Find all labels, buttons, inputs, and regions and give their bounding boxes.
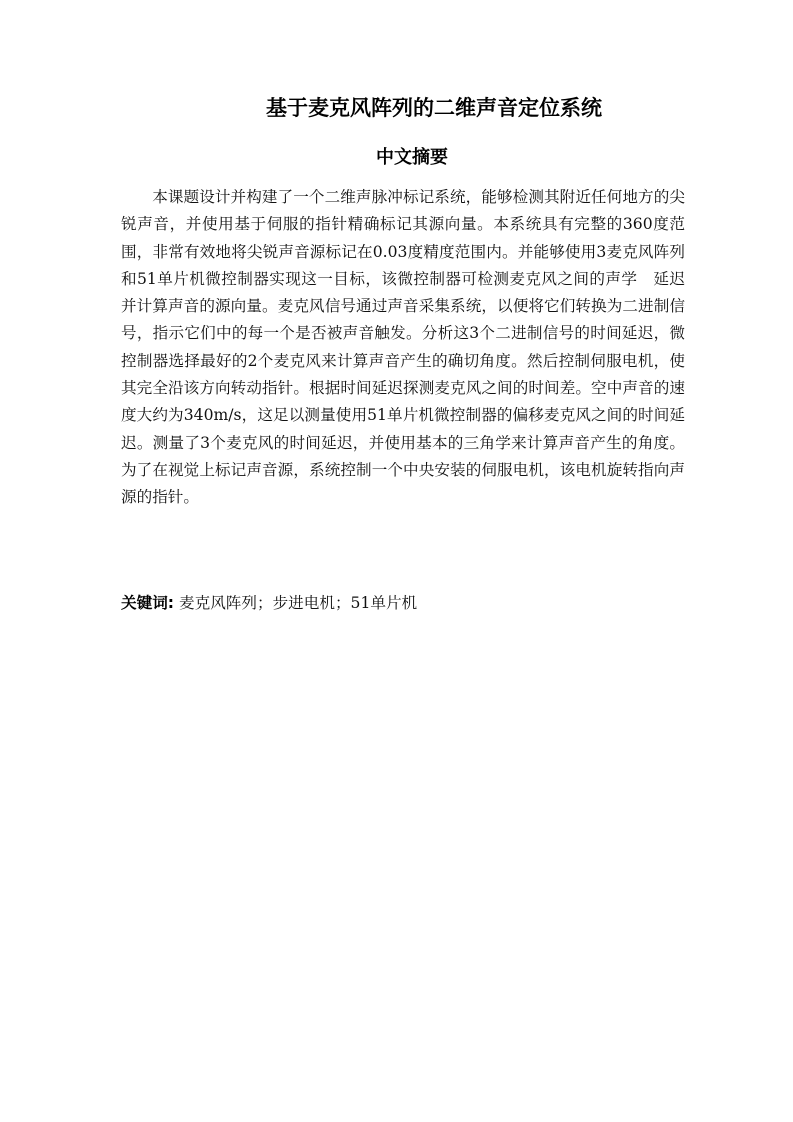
keywords-text: 麦克风阵列；步进电机；51单片机 [179, 594, 418, 612]
abstract-heading: 中文摘要 [376, 147, 448, 168]
abstract-paragraph: 本课题设计并构建了一个二维声脉冲标记系统，能够检测其附近任何地方的尖锐声音，并使用基于伺服的指针精确标记其源向量。本系统具有完整的360度范围，非常有效地将尖锐声音源标记在0.03度精度范围内。并能够使用3麦克风阵列和51单片机微控制器实现这一目标，该微控制器可检测麦克风之间的声学 延迟并计算声音的源向量。麦克风信号通过声音采集系统，以便将它们转换为二进制信号，指示它们中的每一个是否被声音触发。分析这3个二进制信号的时间延迟，微控制器选择最好的2个麦克风来计算声音产生的确切角度。然后控制伺服电机，使其完全沿该方向转动指针。根据时间延迟探测麦克风之间的时间差。空中声音的速度大约为340m/s，这足以测量使用51单片机微控制器的偏移麦克风之间的时间延迟。测量了3个麦克风的时间延迟，并使用基本的三角学来计算声音产生的角度。为了在视觉上标记声音源，系统控制一个中央安装的伺服电机，该电机旋转指向声源的指针。 [121, 188, 685, 507]
document-title: 基于麦克风阵列的二维声音定位系统 [266, 96, 602, 120]
keywords-line [121, 589, 685, 617]
keywords-label: 关键词: [121, 594, 175, 612]
